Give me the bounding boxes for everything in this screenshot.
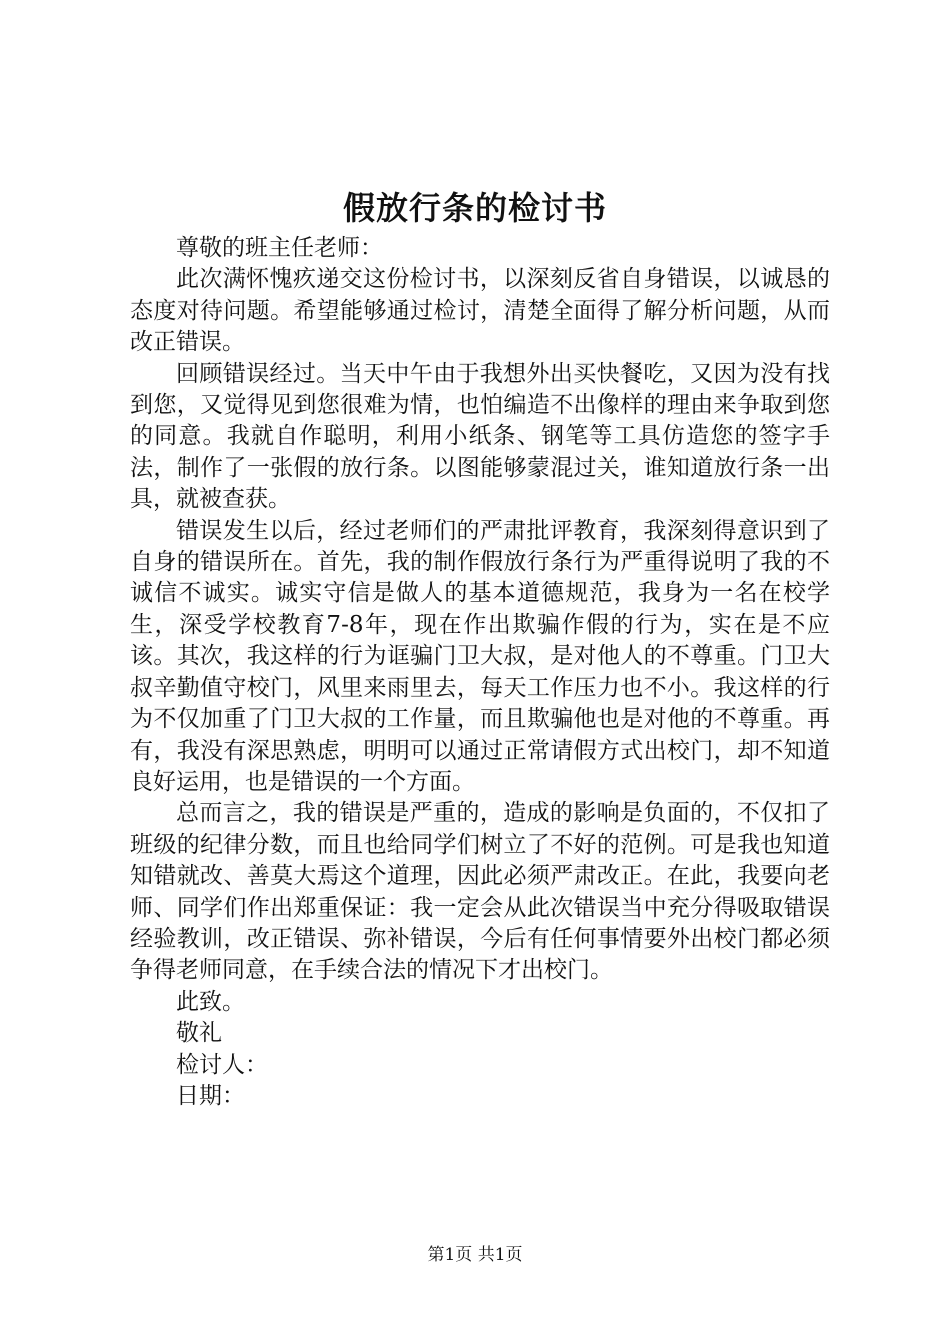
document-title: 假放行条的检讨书 [342, 189, 607, 227]
paragraph-3: 错误发生以后，经过老师们的严肃批评教育，我深刻得意识到了自身的错误所在。首先，我的制作假放行条行为严重得说明了我的不诚信不诚实。诚实守信是做人的基本道德规范，我身为一名在校学生，深受学校教育7-8年，现在作出欺骗作假的行为，实在是不应该。其次，我这样的行为诓骗门卫大叔，是对他人的不尊重。门卫大叔辛勤值守校门，风里来雨里去，每天工作压力也不小。我这样的行为不仅加重了门卫大叔的工作量，而且欺骗他也是对他的不尊重。再有，我没有深思熟虑，明明可以通过正常请假方式出校门，却不知道良好运用，也是错误的一个方面。 [130, 517, 830, 795]
paragraph-1: 此次满怀愧疚递交这份检讨书，以深刻反省自身错误，以诚恳的态度对待问题。希望能够通过检讨，清楚全面得了解分析问题，从而改正错误。 [130, 266, 830, 356]
paragraph-2: 回顾错误经过。当天中午由于我想外出买快餐吃，又因为没有找到您，又觉得见到您很难为情，也怕编造不出像样的理由来争取到您的同意。我就自作聪明，利用小纸条、钢笔等工具仿造您的签字手法，制作了一张假的放行条。以图能够蒙混过关，谁知道放行条一出具，就被查获。 [130, 360, 830, 513]
date-label: 日期： [176, 1082, 245, 1109]
regards-line: 敬礼 [176, 1020, 222, 1047]
document-body [130, 233, 830, 1112]
paragraph-4: 总而言之，我的错误是严重的，造成的影响是负面的，不仅扣了班级的纪律分数，而且也给同学们树立了不好的范例。可是我也知道知错就改、善莫大焉这个道理，因此必须严肃改正。在此，我要向老师、同学们作出郑重保证：我一定会从此次错误当中充分得吸取错误经验教训，改正错误、弥补错误，今后有任何事情要外出校门都必须争得老师同意，在手续合法的情况下才出校门。 [130, 800, 830, 984]
salutation: 尊敬的班主任老师： [176, 235, 383, 261]
author-label: 检讨人： [176, 1051, 268, 1078]
closing-line: 此致。 [176, 988, 245, 1015]
page-footer: 第1页 共1页 [427, 1245, 523, 1265]
